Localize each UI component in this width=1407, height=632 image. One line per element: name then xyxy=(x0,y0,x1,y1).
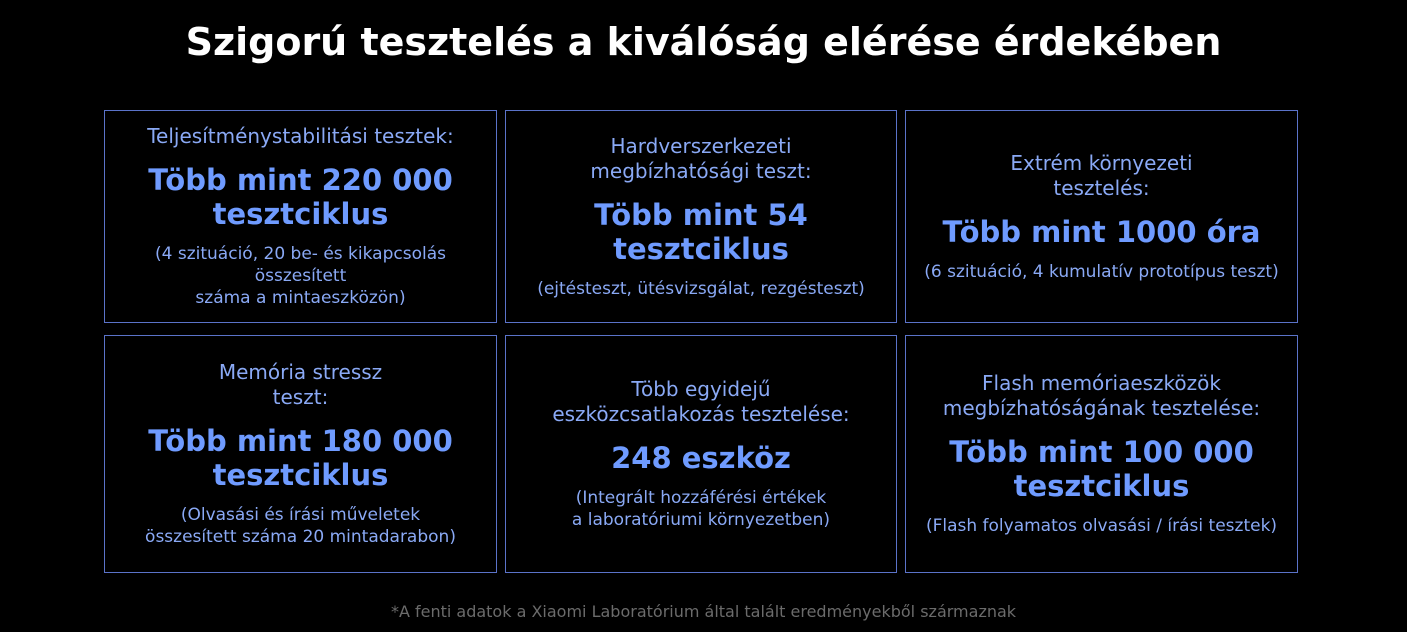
stat-card-memory-stress xyxy=(104,335,497,573)
stat-card-value: Több mint 54 tesztciklus xyxy=(594,197,808,266)
stat-card-value: Több mint 220 000 tesztciklus xyxy=(148,163,453,231)
stat-card-label: Teljesítménystabilitási tesztek: xyxy=(147,124,454,148)
stat-card-note: (Flash folyamatos olvasási / írási tesztek) xyxy=(925,516,1278,536)
stat-card-note: (6 szituáció, 4 kumulatív prototípus teszt) xyxy=(924,261,1279,282)
stat-card-flash-memory xyxy=(905,335,1298,573)
stat-card-label: Hardverszerkezeti megbízhatósági teszt: xyxy=(590,133,812,183)
stat-card-note: (ejtésteszt, ütésvizsgálat, rezgésteszt) xyxy=(537,278,865,299)
stat-card-value: Több mint 1000 óra xyxy=(942,214,1261,249)
stat-card-label: Flash memóriaeszközök megbízhatóságának tesztelése: xyxy=(942,371,1261,420)
data-source-footnote: *A fenti adatok a Xiaomi Laboratórium által talált eredményekből származnak xyxy=(390,602,1017,621)
stat-card-note: (Olvasási és írási műveletek összesített száma 20 mintadarabon) xyxy=(145,505,456,547)
stat-card-multi-device-connection xyxy=(505,335,897,573)
stat-card-label: Memória stressz teszt: xyxy=(218,360,383,409)
stat-card-value: Több mint 100 000 tesztciklus xyxy=(949,435,1254,503)
stat-card-label: Több egyidejű eszközcsatlakozás tesztelése: xyxy=(552,377,850,426)
stat-card-performance-stability xyxy=(104,110,497,323)
page-title: Szigorú tesztelés a kiválóság elérése érdekében xyxy=(185,20,1222,64)
stat-card-hardware-structure xyxy=(505,110,897,323)
stat-card-label: Extrém környezeti tesztelés: xyxy=(1010,150,1193,200)
stat-card-extreme-environment xyxy=(905,110,1298,323)
stat-card-note: (4 szituáció, 20 be- és kikapcsolás összesített száma a mintaeszközön) xyxy=(155,244,446,308)
stat-card-value: Több mint 180 000 tesztciklus xyxy=(148,424,453,492)
stat-card-value: 248 eszköz xyxy=(611,441,791,475)
stat-card-note: (Integrált hozzáférési értékek a laboratóriumi környezetben) xyxy=(571,488,831,530)
test-stats-grid xyxy=(104,110,1298,573)
